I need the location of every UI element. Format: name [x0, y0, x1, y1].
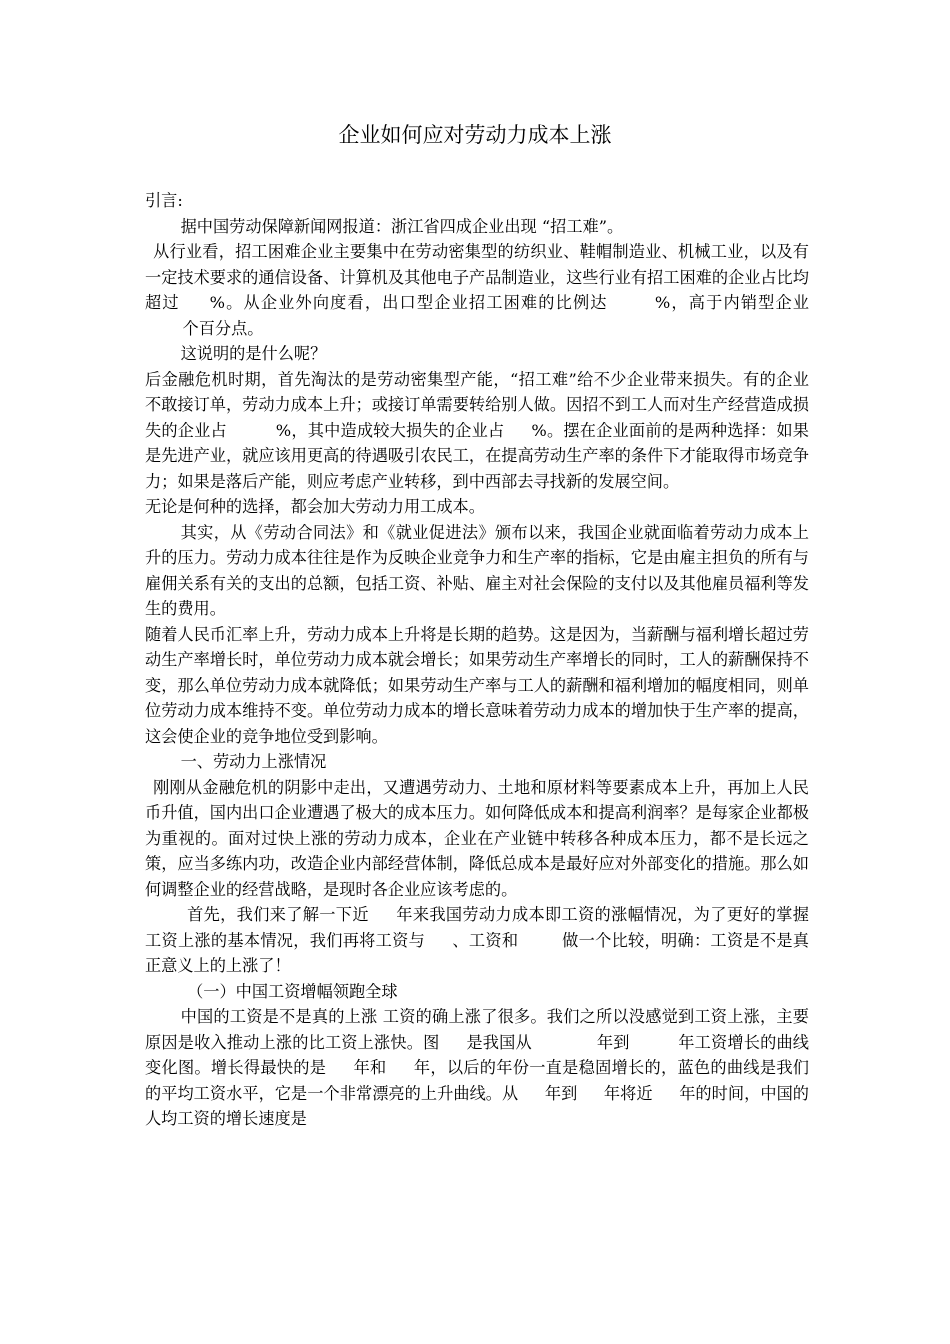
paragraph-post-crisis: 后金融危机时期，首先淘汰的是劳动密集型产能，“招工难”给不少企业带来损失。有的企业不敢接订单，劳动力成本上升；或接订单需要转给别人做。因招不到工人而对生产经营造成损失的企业占 %，其中造成较大损失的企业占 %。摆在企业面前的是两种选择：如果是先进产业，就应该用更高的待遇吸引农民工，在提高劳动生产率的条件下才能取得市场竞争力；如果是落后产能，则应考虑产业转移，到中西部去寻找新的发展空间。	[145, 369, 809, 491]
paragraph-labor-law: 其实，从《劳动合同法》和《就业促进法》颁布以来，我国企业就面临着劳动力成本上升的压力。劳动力成本往往是作为反映企业竞争力和生产率的指标，它是由雇主担负的所有与雇佣关系有关的支出的总额，包括工资、补贴、雇主对社会保险的支付以及其他雇员福利等发生的费用。	[145, 522, 809, 618]
paragraph-news-report: 据中国劳动保障新闻网报道：浙江省四成企业出现 “招工难”。	[180, 216, 624, 236]
paragraph-wage-comparison: 首先，我们来了解一下近 年来我国劳动力成本即工资的涨幅情况，为了更好的掌握工资上涨的基本情况，我们再将工资与 、工资和 做一个比较，明确：工资是不是真正意义上的上涨了！	[145, 905, 809, 975]
document-body	[145, 188, 809, 1132]
paragraph-financial-crisis: 刚刚从金融危机的阴影中走出，又遭遇劳动力、土地和原材料等要素成本上升，再加上人民币升值，国内出口企业遭遇了极大的成本压力。如何降低成本和提高利润率？是每家企业都极为重视的。面对过快上涨的劳动力成本，企业在产业链中转移各种成本压力，都不是长远之策，应当多练内功，改造企业内部经营体制，降低总成本是最好应对外部变化的措施。那么如何调整企业的经营战略，是现时各企业应该考虑的。	[145, 777, 809, 899]
paragraph-industry-view: 从行业看，招工困难企业主要集中在劳动密集型的纺织业、鞋帽制造业、机械工业，以及有一定技术要求的通信设备、计算机及其他电子产品制造业，这些行业有招工困难的企业占比均超过 %。从企业外向度看，出口型企业招工困难的比例达 %，高于内销型企业 个百分点。	[145, 242, 809, 338]
paragraph-intro-label: 引言:	[145, 191, 183, 210]
document-title: 企业如何应对劳动力成本上涨	[338, 123, 612, 147]
paragraph-choice: 无论是何种的选择，都会加大劳动力用工成本。	[145, 497, 485, 516]
paragraph-exchange-rate: 随着人民币汇率上升，劳动力成本上升将是长期的趋势。这是因为，当薪酬与福利增长超过劳动生产率增长时，单位劳动力成本就会增长；如果劳动生产率增长的同时，工人的薪酬保持不变，那么单位劳动力成本就降低；如果劳动生产率与工人的薪酬和福利增加的幅度相同，则单位劳动力成本维持不变。单位劳动力成本的增长意味着劳动力成本的增加快于生产率的提高，这会使企业的竞争地位受到影响。	[145, 624, 809, 746]
paragraph-question: 这说明的是什么呢？	[180, 344, 327, 363]
paragraph-wage-curve: 中国的工资是不是真的上涨 工资的确上涨了很多。我们之所以没感觉到工资上涨，主要原因是收入推动上涨的比工资上涨快。图 是我国从 年到 年工资增长的曲线变化图。增长得最快的是 年和 年，以后的年份一直是稳固增长的，蓝色的曲线是我们的平均工资水平，它是一个非常漂亮的上升曲线。从 年到 年将近 年的时间，中国的人均工资的增长速度是	[145, 1007, 809, 1128]
section-heading-labor-rise: 一、劳动力上涨情况	[180, 752, 327, 771]
subsection-heading-wage-growth: （一）中国工资增幅领跑全球	[187, 981, 398, 1001]
